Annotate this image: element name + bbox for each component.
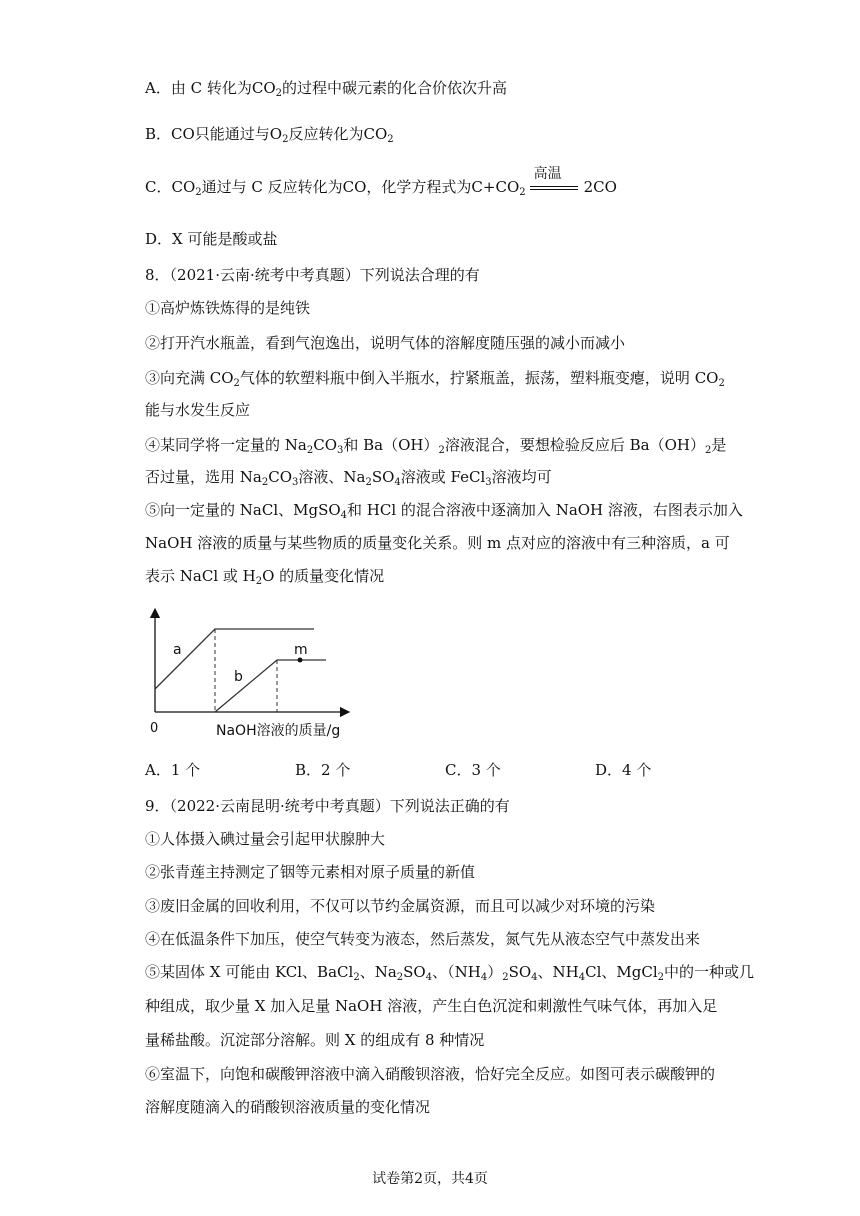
q9-statement-4: ④在低温条件下加压，使空气转变为液态，然后蒸发，氮气先从液态空气中蒸发出来 bbox=[145, 930, 701, 948]
curve-b bbox=[215, 660, 326, 712]
q9-statement-6a: ⑥室温下，向饱和碳酸钾溶液中滴入硝酸钡溶液，恰好完全反应。如图可表示碳酸钾的 bbox=[145, 1065, 716, 1083]
q8-statement-5c: 表示 NaCl 或 $H_2O$ 的质量变化情况 bbox=[145, 567, 385, 587]
q8-graph bbox=[140, 605, 370, 745]
x-axis-label: NaOH溶液的质量/g bbox=[216, 723, 341, 739]
point-m bbox=[298, 658, 303, 663]
q8-statement-4b: 否过量，选用 $Na_2CO_3$溶液、$Na_2SO_4$溶液或 FeCl$_3$溶液均可 bbox=[145, 468, 552, 488]
q9-title: 9．（2022·云南昆明·统考中考真题）下列说法正确的有 bbox=[145, 797, 510, 815]
q9-statement-6b: 溶解度随滴入的硝酸钡溶液质量的变化情况 bbox=[145, 1098, 431, 1116]
reaction-condition: 高温 bbox=[526, 178, 584, 198]
page-footer: 试卷第2页，共4页 bbox=[372, 1171, 488, 1187]
q8-statement-2: ②打开汽水瓶盖，看到气泡逸出，说明气体的溶解度随压强的减小而减小 bbox=[145, 334, 626, 352]
q8-option-d: D．4 个 bbox=[595, 761, 652, 779]
q8-option-b: B．2 个 bbox=[295, 761, 351, 779]
q9-statement-5a: ⑤某固体 X 可能由 KCl、BaCl$_2$、$Na_2SO_4$、$(NH_4)_2SO_4$、$NH_4Cl$、MgCl$_2$中的一种或几 bbox=[145, 963, 755, 983]
q8-statement-3b: 能与水发生反应 bbox=[145, 401, 251, 419]
q8-title: 8．（2021·云南·统考中考真题）下列说法合理的有 bbox=[145, 266, 480, 284]
q9-statement-1: ①人体摄入碘过量会引起甲状腺肿大 bbox=[145, 830, 386, 848]
q8-statement-3a: ③向充满 $CO_2$气体的软塑料瓶中倒入半瓶水，拧紧瓶盖，振荡，塑料瓶变瘪，说明 $CO_2$ bbox=[145, 369, 725, 389]
q7-option-d: D．X 可能是酸或盐 bbox=[145, 230, 278, 248]
label-a: a bbox=[173, 642, 182, 658]
q8-statement-5b: NaOH 溶液的质量与某些物质的质量变化关系。则 m 点对应的溶液中有三种溶质，a 可 bbox=[145, 534, 730, 552]
q9-statement-2: ②张青莲主持测定了铟等元素相对原子质量的新值 bbox=[145, 863, 476, 881]
q9-statement-5c: 量稀盐酸。沉淀部分溶解。则 X 的组成有 8 种情况 bbox=[145, 1031, 485, 1049]
label-origin: 0 bbox=[150, 721, 159, 736]
q9-statement-3: ③废旧金属的回收利用，不仅可以节约金属资源，而且可以减少对环境的污染 bbox=[145, 897, 656, 915]
q8-option-a: A．1 个 bbox=[145, 761, 201, 779]
label-m: m bbox=[294, 642, 308, 658]
q7-option-b: B．CO只能通过与$O_2$反应转化为$CO_2$ bbox=[145, 125, 394, 145]
q8-statement-5a: ⑤向一定量的 NaCl、MgSO$_4$和 HCl 的混合溶液中逐滴加入 NaOH 溶液，右图表示加入 bbox=[145, 501, 743, 521]
label-b: b bbox=[234, 669, 243, 685]
q8-statement-1: ①高炉炼铁炼得的是纯铁 bbox=[145, 299, 311, 317]
q7-option-c: C．$CO_2$通过与 C 反应转化为CO，化学方程式为$C+CO_2$ 高温 2CO bbox=[145, 166, 617, 198]
q8-option-c: C．3 个 bbox=[445, 761, 501, 779]
q7-option-a: A．由 C 转化为$CO_2$的过程中碳元素的化合价依次升高 bbox=[145, 79, 508, 99]
q9-statement-5b: 种组成，取少量 X 加入足量 NaOH 溶液，产生白色沉淀和刺激性气味气体，再加入足 bbox=[145, 997, 718, 1015]
q8-statement-4a: ④某同学将一定量的 $Na_2CO_3$和 $Ba(OH)_2$溶液混合，要想检验反应后 $Ba(OH)_2$是 bbox=[145, 436, 727, 456]
